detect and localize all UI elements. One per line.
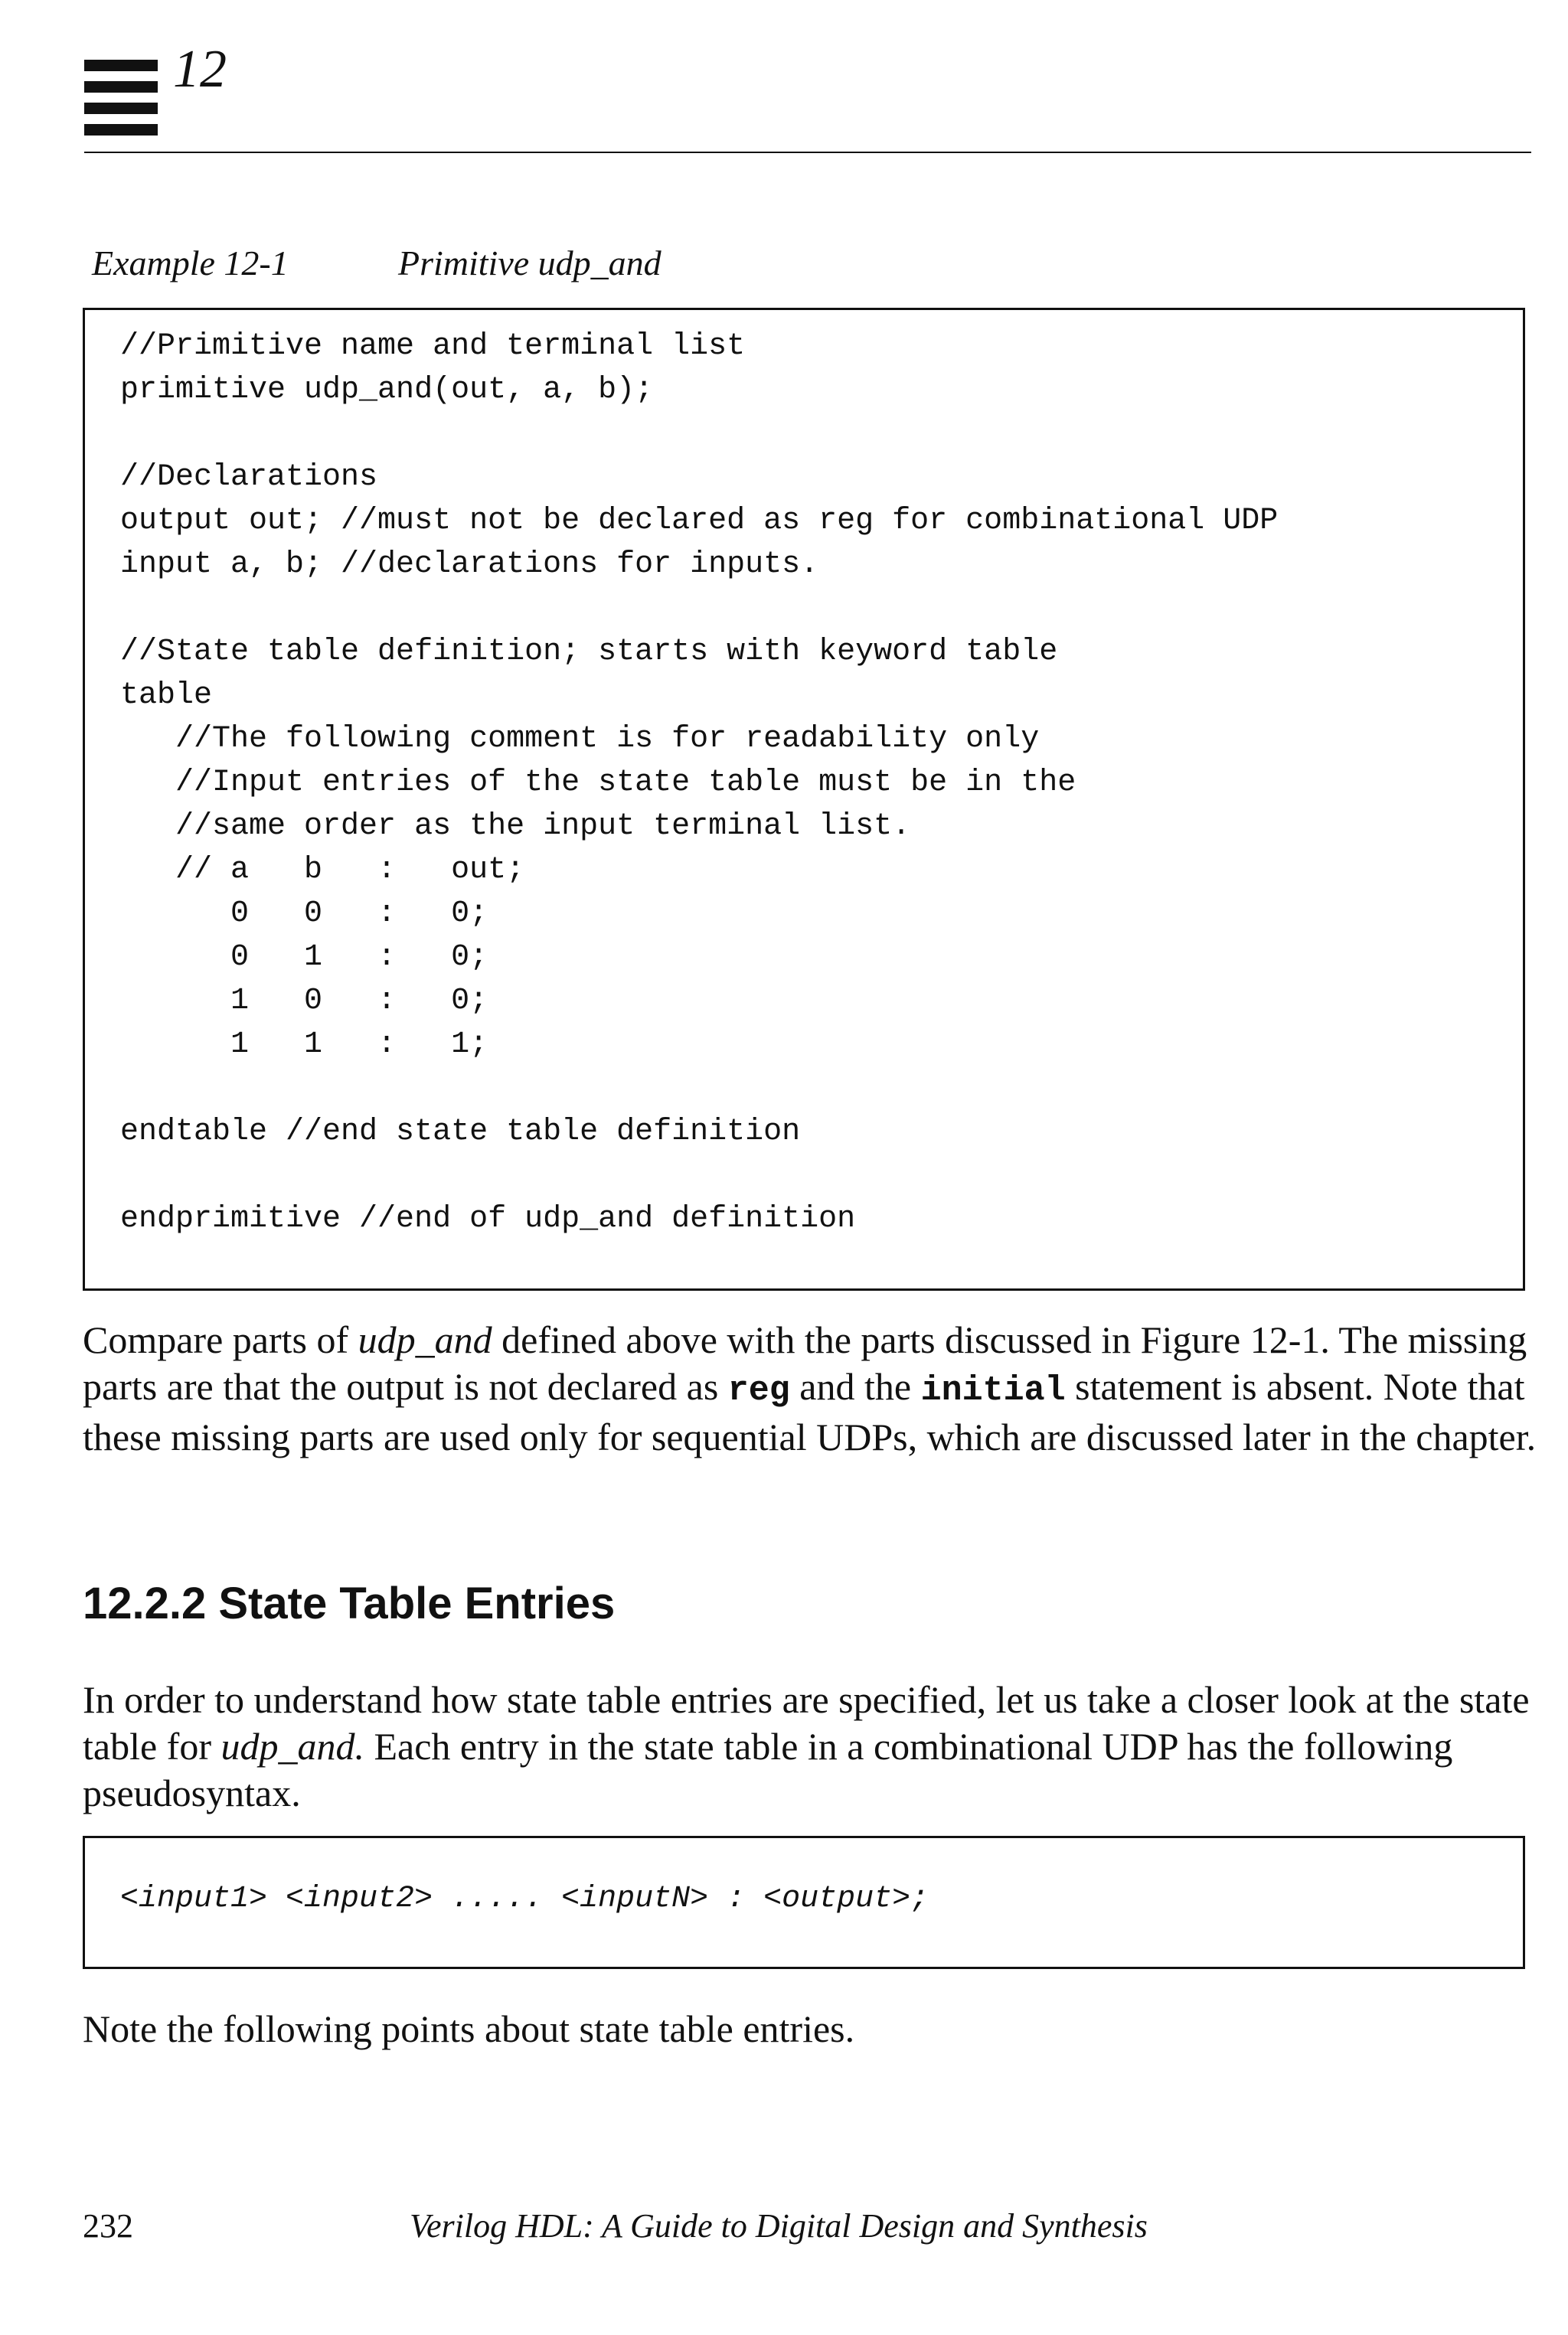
code-line: table: [120, 678, 213, 713]
paragraph-text: Compare parts of: [83, 1318, 358, 1361]
example-label: Example 12-1: [92, 243, 289, 282]
code-line: //State table definition; starts with keyword table: [120, 635, 1058, 669]
reg-keyword: reg: [727, 1371, 790, 1410]
code-line: 1 0 : 0;: [120, 984, 488, 1018]
code-line: //same order as the input terminal list.: [120, 809, 911, 844]
code-line: // a b : out;: [120, 853, 525, 887]
page-number: 232: [83, 2207, 133, 2245]
code-line: 0 0 : 0;: [120, 896, 488, 931]
header-rule: [84, 152, 1531, 153]
paragraph-text: Each entry in the state table in a combinational UDP has the following pseudosyntax.: [83, 1725, 1453, 1814]
paragraph-state-table-entries: [83, 1677, 1537, 1817]
code-line: 0 1 : 0;: [120, 940, 488, 975]
initial-keyword: initial: [920, 1371, 1066, 1410]
code-line: //Declarations: [120, 460, 378, 495]
paragraph-text: statement is absent. Note that these missing parts are used only for sequential UDPs, which are discussed later in the chapter.: [83, 1365, 1537, 1458]
paragraph-compare-parts: [83, 1317, 1537, 1461]
paragraph-note-points: Note the following points about state table entries.: [83, 2007, 855, 2050]
example-title: Primitive udp_and: [398, 243, 662, 282]
paragraph-text: defined above with the parts discussed in Figure 12-1. The missing parts are that the output is not declared as: [83, 1318, 1527, 1408]
udp-and-italic: udp_and: [358, 1318, 492, 1361]
syntax-line: <input1> <input2> ..... <inputN> : <output>;: [120, 1882, 929, 1916]
chapter-mark-icon: [84, 60, 158, 135]
code-line: output out; //must not be declared as reg for combinational UDP: [120, 504, 1279, 538]
code-line: primitive udp_and(out, a, b);: [120, 373, 654, 407]
code-line: //Primitive name and terminal list: [120, 329, 746, 364]
book-title: Verilog HDL: A Guide to Digital Design and Synthesis: [410, 2207, 1148, 2245]
code-line: //Input entries of the state table must be in the: [120, 766, 1076, 800]
paragraph-text: and the: [789, 1365, 921, 1408]
code-line: endprimitive //end of udp_and definition: [120, 1202, 856, 1236]
section-heading: 12.2.2 State Table Entries: [83, 1579, 616, 1628]
code-line: input a, b; //declarations for inputs.: [120, 547, 819, 582]
udp-and-italic: udp_and.: [220, 1725, 364, 1768]
syntax-box: [83, 1836, 1525, 1969]
code-line: //The following comment is for readability only: [120, 722, 1040, 756]
chapter-number: 12: [173, 40, 227, 99]
paragraph-text: In order to understand how state table entries are specified, let us take a closer look at the state table for: [83, 1678, 1530, 1768]
code-line: 1 1 : 1;: [120, 1027, 488, 1062]
code-line: endtable //end state table definition: [120, 1115, 801, 1149]
code-box: [83, 308, 1525, 1291]
